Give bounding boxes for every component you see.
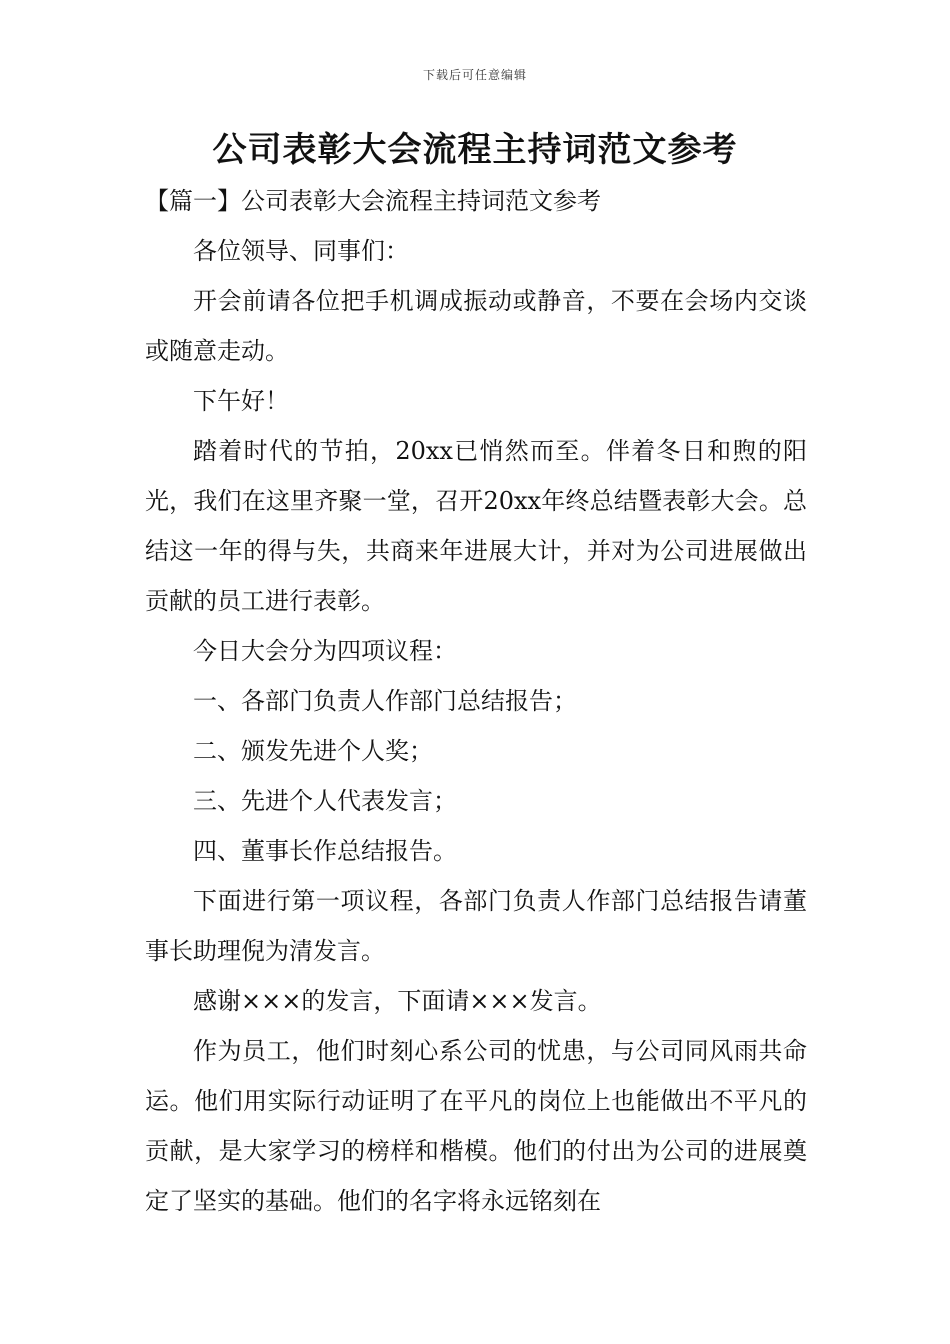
document-title: 公司表彰大会流程主持词范文参考 bbox=[212, 130, 738, 170]
paragraph-thanks: 感谢×××的发言，下面请×××发言。 bbox=[193, 987, 602, 1015]
paragraph-greeting: 各位领导、同事们： bbox=[193, 237, 409, 265]
agenda-item-3: 三、先进个人代表发言； bbox=[193, 787, 457, 815]
page-header-note: 下载后可任意编辑 bbox=[422, 68, 527, 82]
paragraph-agenda-intro: 今日大会分为四项议程： bbox=[193, 637, 457, 665]
agenda-item-4: 四、董事长作总结报告。 bbox=[193, 837, 457, 865]
paragraph-opening: 踏着时代的节拍，20xx已悄然而至。伴着冬日和煦的阳光，我们在这里齐聚一堂，召开20xx年终总结暨表彰大会。总结这一年的得与失，共商来年进展大计，并对为公司进展做出贡献的员工进行表彰。 bbox=[145, 437, 807, 615]
paragraph-good-afternoon: 下午好！ bbox=[193, 387, 289, 415]
paragraph-phone-notice: 开会前请各位把手机调成振动或静音，不要在会场内交谈或随意走动。 bbox=[145, 287, 807, 365]
paragraph-employees: 作为员工，他们时刻心系公司的忧患，与公司同风雨共命运。他们用实际行动证明了在平凡的岗位上也能做出不平凡的贡献，是大家学习的榜样和楷模。他们的付出为公司的进展奠定了坚实的基础。他们的名字将永远铭刻在 bbox=[145, 1037, 807, 1215]
agenda-item-2: 二、颁发先进个人奖； bbox=[193, 737, 433, 765]
agenda-item-1: 一、各部门负责人作部门总结报告； bbox=[193, 687, 577, 715]
paragraph-first-agenda: 下面进行第一项议程，各部门负责人作部门总结报告请董事长助理倪为清发言。 bbox=[145, 887, 807, 965]
document-body bbox=[145, 176, 807, 1226]
section-heading: 【篇一】公司表彰大会流程主持词范文参考 bbox=[145, 187, 601, 215]
